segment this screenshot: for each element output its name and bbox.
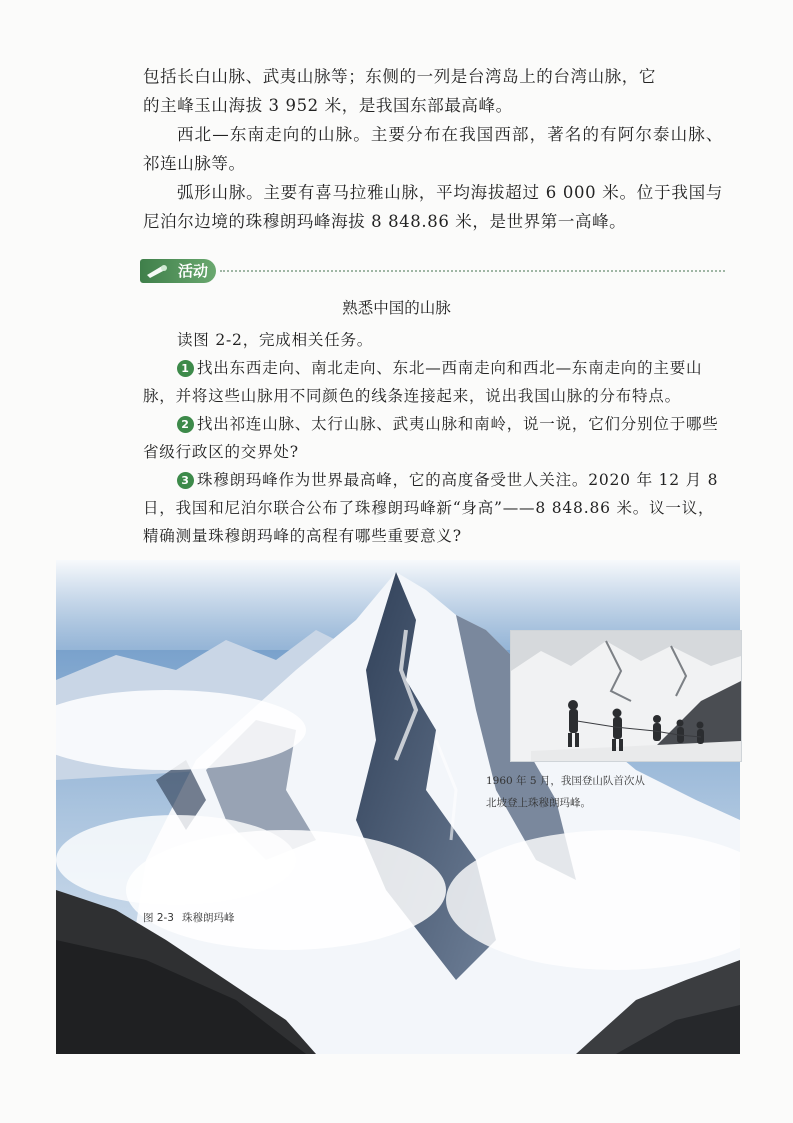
- telescope-icon: [146, 263, 168, 279]
- task-item-1: [143, 354, 723, 410]
- intro-paragraph-1: [143, 62, 723, 120]
- climbers-inset-photo: [510, 630, 742, 762]
- task-item-2: [143, 410, 723, 466]
- task-number-1: 1: [177, 360, 194, 377]
- inset-caption-line-1: 1960 年 5 月，我国登山队首次从: [486, 775, 645, 787]
- activity-title: 熟悉中国的山脉: [342, 299, 451, 317]
- intro-line-1: 包括长白山脉、武夷山脉等；东侧的一列是台湾岛上的台湾山脉，它: [143, 67, 656, 86]
- intro-paragraph-3: 弧形山脉。主要有喜马拉雅山脉，平均海拔超过 6 000 米。位于我国与尼泊尔边境的珠穆朗玛峰海拔 8 848.86 米，是世界第一高峰。: [143, 183, 723, 231]
- intro-paragraph-2: 西北—东南走向的山脉。主要分布在我国西部，著名的有阿尔泰山脉、祁连山脉等。: [143, 125, 723, 173]
- task-text-3: 珠穆朗玛峰作为世界最高峰，它的高度备受世人关注。2020 年 12 月 8 日，我国和尼泊尔联合公布了珠穆朗玛峰新“身高”——8 848.86 米。议一议，精确测量珠穆朗玛峰的高程有哪些重要意义?: [143, 471, 719, 545]
- task-number-3: 3: [177, 472, 194, 489]
- intro-line-2: 的主峰玉山海拔 3 952 米，是我国东部最高峰。: [143, 96, 513, 115]
- task-text-1: 找出东西走向、南北走向、东北—西南走向和西北—东南走向的主要山脉，并将这些山脉用不同颜色的线条连接起来，说出我国山脉的分布特点。: [143, 359, 703, 405]
- task-item-3: [143, 466, 723, 550]
- figure-title: 珠穆朗玛峰: [182, 912, 235, 924]
- task-number-2: 2: [177, 416, 194, 433]
- figure-caption: [143, 910, 235, 925]
- activity-header: [140, 258, 725, 284]
- activity-badge: [140, 259, 216, 283]
- activity-lead: 读图 2-2，完成相关任务。: [177, 331, 374, 349]
- task-text-2: 找出祁连山脉、太行山脉、武夷山脉和南岭，说一说，它们分别位于哪些省级行政区的交界处?: [143, 415, 719, 461]
- inset-caption-line-2: 北坡登上珠穆朗玛峰。: [486, 797, 591, 809]
- figure-number: 图 2-3: [143, 912, 174, 924]
- activity-divider: [220, 270, 725, 272]
- climbers-illustration: [511, 631, 741, 761]
- inset-caption: [486, 770, 736, 814]
- activity-badge-label: 活动: [177, 262, 208, 280]
